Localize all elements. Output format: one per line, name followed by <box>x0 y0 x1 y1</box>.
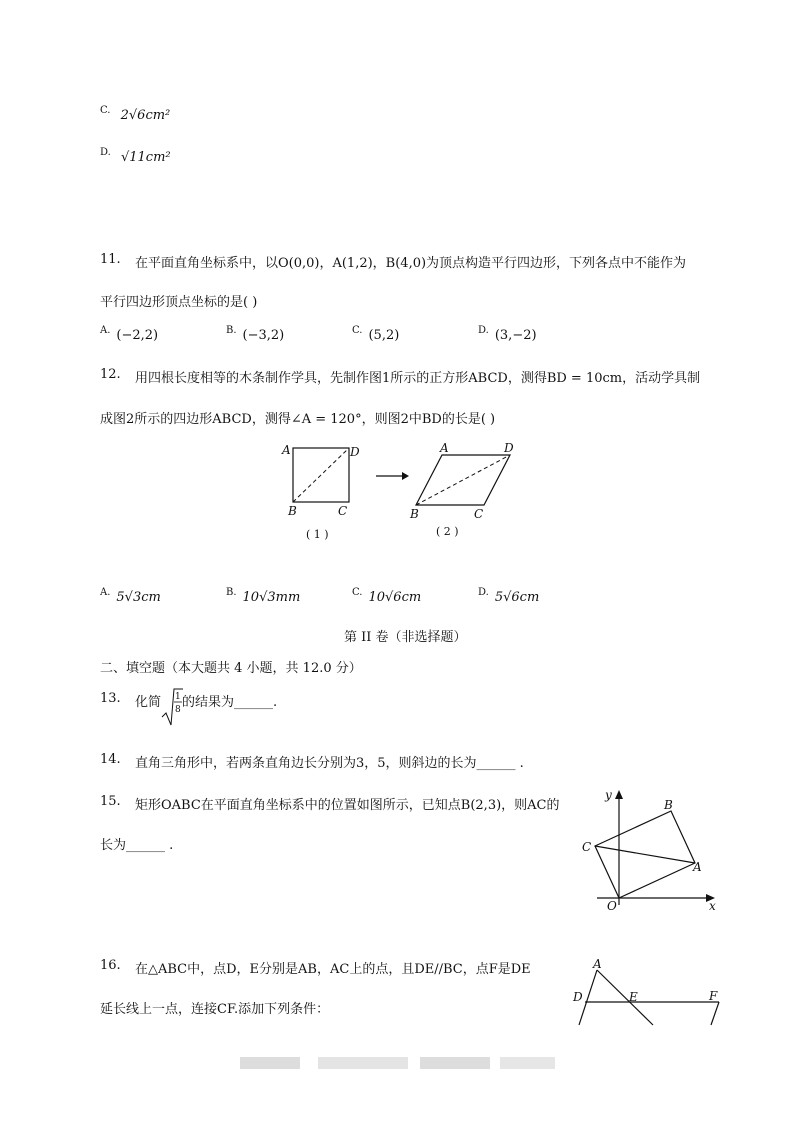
q14-text: 直角三角形中，若两条直角边长分别为3，5，则斜边的长为______ . <box>135 756 524 771</box>
q12-option-b: $^{B.}$ 10√3mm <box>226 587 301 605</box>
q13-denominator: 8 <box>175 705 181 715</box>
q13-number: 13. <box>100 691 121 706</box>
fig1-caption: ( 1 ) <box>306 528 329 541</box>
footer-blur-1 <box>240 1057 300 1069</box>
q10-option-c: $^{C.}$ 2√6cm² <box>100 105 171 123</box>
q13-post: 的结果为______. <box>182 695 278 710</box>
point-label-a: A <box>693 860 702 874</box>
q12-number: 12. <box>100 367 121 382</box>
fig1-label-c: C <box>338 504 348 518</box>
q12-line1: 用四根长度相等的木条制作学具，先制作图1所示的正方形ABCD，测得BD = 10cm，活动学具制 <box>135 371 701 386</box>
point-label-c: C <box>582 840 592 854</box>
fig1-diagonal-bd <box>293 448 349 502</box>
q11-option-d: $^{D.}$ (3,−2) <box>478 325 537 343</box>
q11-number: 11. <box>100 252 121 267</box>
fig1-label-a: A <box>282 443 291 457</box>
segment-cf <box>711 1002 719 1025</box>
footer-blur-3 <box>420 1057 490 1069</box>
fig2-label-d: D <box>504 441 514 455</box>
footer-blur-4 <box>500 1057 555 1069</box>
point-label-o: O <box>607 899 617 913</box>
q11-option-b: $^{B.}$ (−3,2) <box>226 325 285 343</box>
q12-option-c: $^{C.}$ 10√6cm <box>352 587 422 605</box>
y-axis-arrow-icon <box>615 790 623 799</box>
fig2-label-a: A <box>440 441 449 455</box>
q12-line2: 成图2所示的四边形ABCD，测得∠A = 120°，则图2中BD的长是( ) <box>100 412 496 427</box>
fig1-label-d: D <box>350 445 360 459</box>
q12-figures <box>270 436 530 546</box>
q16-line1: 在△ABC中，点D，E分别是AB，AC上的点，且DE//BC，点F是DE <box>135 962 531 977</box>
q15-figure <box>575 785 725 915</box>
q16-number: 16. <box>100 958 121 973</box>
q11-line1: 在平面直角坐标系中，以O(0,0)，A(1,2)，B(4,0)为顶点构造平行四边形，下列各点中不能作为 <box>135 256 687 271</box>
q12-option-d: $^{D.}$ 5√6cm <box>478 587 540 605</box>
q14-number: 14. <box>100 752 121 767</box>
q15-number: 15. <box>100 794 121 809</box>
section-title: 第 II 卷（非选择题） <box>344 630 467 645</box>
q16-line2: 延长线上一点，连接CF.添加下列条件： <box>100 1002 330 1017</box>
point-label-f: F <box>709 989 718 1003</box>
diagonal-ac <box>595 846 695 863</box>
q11-line2: 平行四边形顶点坐标的是( ) <box>100 295 258 310</box>
point-label-a: A <box>593 957 602 971</box>
q11-option-c: $^{C.}$ (5,2) <box>352 325 400 343</box>
q15-line2: 长为______ . <box>100 838 174 853</box>
point-label-b: B <box>664 798 673 812</box>
segment-ac <box>597 970 653 1025</box>
footer-blur-2 <box>318 1057 408 1069</box>
part2-heading: 二、填空题（本大题共 4 小题，共 12.0 分） <box>100 661 362 676</box>
q11-option-a: $^{A.}$ (−2,2) <box>100 325 159 343</box>
point-label-d: D <box>573 990 583 1004</box>
q13-pre: 化简 <box>135 695 162 710</box>
axis-label-y: y <box>605 788 612 802</box>
q16-figure <box>565 953 725 1028</box>
q15-line1: 矩形OABC在平面直角坐标系中的位置如图所示，已知点B(2,3)，则AC的 <box>135 798 560 813</box>
fig1-label-b: B <box>288 504 297 518</box>
axis-label-x: x <box>709 899 716 913</box>
q13-numerator: 1 <box>175 692 181 702</box>
arrow-head-icon <box>402 472 409 480</box>
q12-option-a: $^{A.}$ 5√3cm <box>100 587 161 605</box>
fig2-label-b: B <box>410 507 419 521</box>
fig2-caption: ( 2 ) <box>436 525 459 538</box>
q10-option-d: $^{D.}$ √11cm² <box>100 147 171 165</box>
point-label-e: E <box>629 990 638 1004</box>
fig2-label-c: C <box>474 507 484 521</box>
q13-radical <box>160 685 184 729</box>
fig2-diagonal-bd <box>416 455 510 505</box>
